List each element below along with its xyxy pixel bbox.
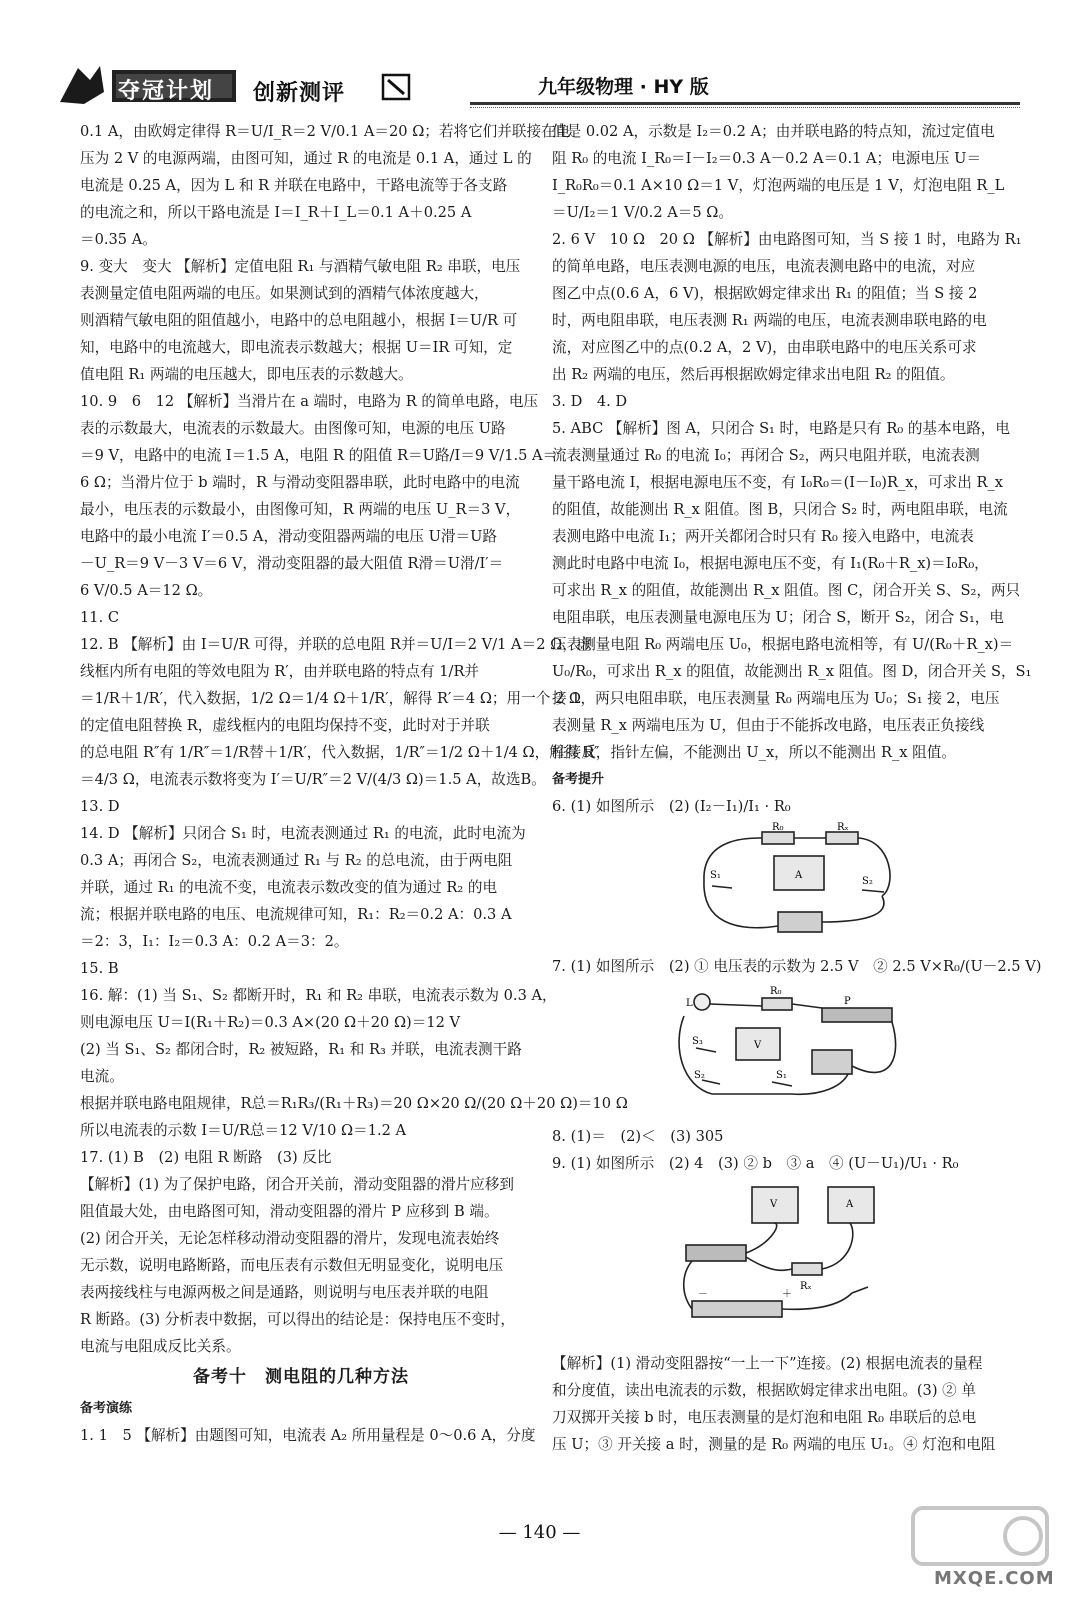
answer-line: 【解析】(1) 滑动变阻器按“一上一下”连接。(2) 根据电流表的量程 bbox=[552, 1355, 983, 1372]
fig6-label: Rₓ bbox=[837, 822, 849, 833]
fig7-label: R₀ bbox=[770, 986, 782, 997]
answer-line: 表两接线柱与电源两极之间是通路，则说明与电压表并联的电阻 bbox=[80, 1284, 489, 1301]
answer-line: 并联，通过 R₁ 的电流不变，电流表示数改变的值为通过 R₂ 的电 bbox=[80, 879, 498, 896]
answer-line: ＝0.35 A。 bbox=[80, 231, 157, 248]
answer-line: 流；根据并联电路的电压、电流规律可知，R₁：R₂＝0.2 A：0.3 A bbox=[80, 906, 512, 923]
answer-line: 和分度值，读出电流表的示数，根据欧姆定律求出电阻。(3) ② 单 bbox=[552, 1382, 976, 1399]
answer-line: 所以电流表的示数 I＝U/R总＝12 V/10 Ω＝1.2 A bbox=[80, 1122, 407, 1139]
page-header bbox=[60, 60, 1020, 108]
answer-line: 1. 1 5 【解析】由题图可知，电流表 A₂ 所用量程是 0～0.6 A，分度 bbox=[80, 1427, 536, 1444]
circuit-figure-9 bbox=[682, 1183, 892, 1333]
section-title: 备考十 测电阻的几种方法 bbox=[193, 1367, 409, 1387]
answer-line: 流表测量通过 R₀ 的电流 I₀；再闭合 S₂，两只电阻并联，电流表测 bbox=[552, 447, 980, 464]
answer-line: 测此时电路中电流 I₀，根据电源电压不变，有 I₁(R₀＋R_x)＝I₀R₀， bbox=[552, 555, 989, 572]
answer-line: 量干路电流 I，根据电源电压不变，有 I₀R₀＝(I－I₀)R_x，可求出 R_x bbox=[552, 474, 1003, 491]
fig7-label: S₁ bbox=[776, 1070, 787, 1081]
answer-q8: 8. (1)＝ (2)＜ (3) 305 bbox=[552, 1128, 724, 1145]
answer-line: 最小，电压表的示数最小，由图像可知，R 两端的电压 U_R＝3 V， bbox=[80, 501, 521, 518]
answer-line: 电路中的最小电流 I′＝0.5 A，滑动变阻器两端的电压 U滑＝U路 bbox=[80, 528, 497, 545]
fig7-label: P bbox=[844, 996, 851, 1007]
answer-line: 线框内所有电阻的等效电阻为 R′，由并联电路的特点有 1/R并 bbox=[80, 663, 480, 680]
header-rule bbox=[470, 102, 1020, 105]
answer-line: 【解析】(1) 为了保护电路，闭合开关前，滑动变阻器的滑片应移到 bbox=[80, 1176, 514, 1193]
answer-q6: 6. (1) 如图所示 (2) (I₂－I₁)/I₁ · R₀ bbox=[552, 798, 791, 815]
answer-line: 6 V/0.5 A＝12 Ω。 bbox=[80, 582, 213, 599]
answer-line: 11. C bbox=[80, 609, 120, 626]
fig9-label: ＋ bbox=[782, 1289, 792, 1300]
answer-line: 柱接反，指针左偏，不能测出 U_x，所以不能测出 R_x 阻值。 bbox=[552, 744, 956, 761]
right-answers-tail bbox=[552, 1350, 996, 1458]
answer-line: 无示数，说明电路断路，而电压表有示数但无明显变化，说明电压 bbox=[80, 1257, 504, 1274]
answer-line: 表测电路中电流 I₁；两开关都闭合时只有 R₀ 接入电路中，电流表 bbox=[552, 528, 974, 545]
answer-line: 可求出 R_x 的阻值，故能测出 R_x 阻值。图 C，闭合开关 S、S₂，两只 bbox=[552, 582, 1021, 599]
answer-line: 刀双掷开关接 b 时，电压表测量的是灯泡和电阻 R₀ 串联后的总电 bbox=[552, 1409, 977, 1426]
fig9-label: － bbox=[698, 1289, 708, 1300]
answer-line: 16. 解：(1) 当 S₁、S₂ 都断开时，R₁ 和 R₂ 串联，电流表示数为 0.3 A， bbox=[80, 987, 557, 1004]
answer-line: 表测量定值电阻两端的电压。如果测试到的酒精气体浓度越大， bbox=[80, 285, 489, 302]
answer-line: 流，对应图乙中的点(0.2 A，2 V)，由串联电路中的电压关系可求 bbox=[552, 339, 977, 356]
answer-line: 知，电路中的电流越大，即电流表示数越大；根据 U＝IR 可知，定 bbox=[80, 339, 513, 356]
answer-line: U₀/R₀，可求出 R_x 的阻值，故能测出 R_x 阻值。图 D，闭合开关 S，S₁ bbox=[552, 663, 1032, 680]
fig6-label: S₁ bbox=[710, 870, 721, 881]
answer-line: ＝2：3，I₁：I₂＝0.3 A：0.2 A＝3：2。 bbox=[80, 933, 349, 950]
answer-line: 时，两电阻串联，电压表测 R₁ 两端的电压，电流表测串联电路的电 bbox=[552, 312, 987, 329]
right-answers bbox=[552, 118, 1032, 766]
answer-line: 6 Ω；当滑片位于 b 端时，R 与滑动变阻器串联，此时电路中的电流 bbox=[80, 474, 520, 491]
answer-line: 阻值最大处，由电路图可知，滑动变阻器的滑片 P 应移到 B 端。 bbox=[80, 1203, 499, 1220]
answer-line: 13. D bbox=[80, 798, 120, 815]
answer-line: ＝1/R＋1/R′，代入数据，1/2 Ω＝1/4 Ω＋1/R′，解得 R′＝4 Ω；用一个 2 Ω bbox=[80, 690, 581, 707]
answer-line: 值是 0.02 A，示数是 I₂＝0.2 A；由并联电路的特点知，流过定值电 bbox=[552, 123, 995, 140]
answer-line: 值电阻 R₁ 两端的电压越大，即电压表的示数越大。 bbox=[80, 366, 413, 383]
answer-line: I_R₀R₀＝0.1 A×10 Ω＝1 V，灯泡两端的电压是 1 V，灯泡电阻 R_L bbox=[552, 177, 1005, 194]
fig7-label: S₃ bbox=[692, 1036, 703, 1047]
answer-line: 出 R₂ 两端的电压，然后再根据欧姆定律求出电阻 R₂ 的阻值。 bbox=[552, 366, 955, 383]
answer-line: 14. D 【解析】只闭合 S₁ 时，电流表测通过 R₁ 的电流，此时电流为 bbox=[80, 825, 526, 842]
answer-line: 电阻串联，电压表测量电源电压为 U；闭合 S，断开 S₂，闭合 S₁，电 bbox=[552, 609, 1004, 626]
fig6-label: A bbox=[795, 870, 803, 881]
answer-line: 的总电阻 R″有 1/R″＝1/R替＋1/R′，代入数据，1/R″＝1/2 Ω＋1/4 Ω，解得 R″ bbox=[80, 744, 600, 761]
answer-line: 的定值电阻替换 R，虚线框内的电阻均保持不变，此时对于并联 bbox=[80, 717, 490, 734]
header-rule-dotted bbox=[470, 107, 1020, 108]
answer-line: 0.3 A；再闭合 S₂，电流表测通过 R₁ 与 R₂ 的总电流，由于两电阻 bbox=[80, 852, 513, 869]
circuit-figure-7 bbox=[672, 986, 902, 1106]
answer-line: 9. 变大 变大 【解析】定值电阻 R₁ 与酒精气敏电阻 R₂ 串联，电压 bbox=[80, 258, 521, 275]
subject-label: 九年级物理 · HY 版 bbox=[538, 76, 709, 98]
answer-q7: 7. (1) 如图所示 (2) ① 电压表的示数为 2.5 V ② 2.5 V×R₀/(U－2.5 V) bbox=[552, 958, 1042, 975]
subsection-improve: 备考提升 bbox=[552, 772, 605, 787]
answer-line: 3. D 4. D bbox=[552, 393, 628, 410]
circuit-figure-6 bbox=[692, 822, 902, 936]
answer-line: 电流是 0.25 A，因为 L 和 R 并联在电路中，干路电流等于各支路 bbox=[80, 177, 508, 194]
page-number: — 140 — bbox=[498, 1522, 581, 1543]
fig9-label: V bbox=[770, 1199, 778, 1210]
answer-line: 的阻值，故能测出 R_x 阻值。图 B，只闭合 S₂ 时，两电阻串联，电流 bbox=[552, 501, 1008, 518]
answer-line: 的电流之和，所以干路电流是 I＝I_R＋I_L＝0.1 A＋0.25 A bbox=[80, 204, 472, 221]
answer-line: 阻 R₀ 的电流 I_R₀＝I－I₂＝0.3 A－0.2 A＝0.1 A；电源电压 U＝ bbox=[552, 150, 982, 167]
answer-line: (2) 闭合开关，无论怎样移动滑动变阻器的滑片，发现电流表始终 bbox=[80, 1230, 500, 1247]
answer-line: ＝4/3 Ω，电流表示数将变为 I′＝U/R″＝2 V/(4/3 Ω)＝1.5 A，故选B。 bbox=[80, 771, 546, 788]
fig7-label: V bbox=[754, 1040, 762, 1051]
answer-line: 表的示数最大，电流表的示数最大。由图像可知，电源的电压 U路 bbox=[80, 420, 506, 437]
pen-square-icon bbox=[382, 74, 410, 100]
answer-line: 表测量 R_x 两端电压为 U，但由于不能拆改电路，电压表正负接线 bbox=[552, 717, 985, 734]
fig7-label: S₂ bbox=[694, 1070, 705, 1081]
answer-line: ＝9 V，电路中的电流 I＝1.5 A，电阻 R 的阻值 R＝U路/I＝9 V/1.5 A＝ bbox=[80, 447, 558, 464]
fig9-label: Rₓ bbox=[800, 1281, 812, 1292]
answer-line: 5. ABC 【解析】图 A，只闭合 S₁ 时，电路是只有 R₀ 的基本电路，电 bbox=[552, 420, 1010, 437]
answer-line: 压 U；③ 开关接 a 时，测量的是 R₀ 两端的电压 U₁。④ 灯泡和电阻 bbox=[552, 1436, 996, 1453]
answer-line: 接 1，两只电阻串联，电压表测量 R₀ 两端电压为 U₀；S₁ 接 2，电压 bbox=[552, 690, 1000, 707]
answer-line: R 断路。(3) 分析表中数据，可以得出的结论是：保持电压不变时， bbox=[80, 1311, 515, 1328]
right-column bbox=[552, 118, 1042, 1458]
answer-line: －U_R＝9 V－3 V＝6 V，滑动变阻器的最大阻值 R滑＝U滑/I′＝ bbox=[80, 555, 504, 572]
answer-line: 电流与电阻成反比关系。 bbox=[80, 1338, 241, 1355]
answer-q9: 9. (1) 如图所示 (2) 4 (3) ② b ③ a ④ (U－U₁)/U₁ · R₀ bbox=[552, 1155, 959, 1172]
fig9-label: A bbox=[846, 1199, 854, 1210]
logo-text: 夺冠计划 bbox=[118, 79, 215, 104]
answer-line: (2) 当 S₁、S₂ 都闭合时，R₂ 被短路，R₁ 和 R₃ 并联，电流表测干路 bbox=[80, 1041, 522, 1058]
answer-line: ＝U/I₂＝1 V/0.2 A＝5 Ω。 bbox=[552, 204, 733, 221]
answer-line: 压为 2 V 的电源两端，由图可知，通过 R 的电流是 0.1 A，通过 L 的 bbox=[80, 150, 532, 167]
answer-line: 2. 6 V 10 Ω 20 Ω 【解析】由电路图可知，当 S 接 1 时，电路为 R₁ bbox=[552, 231, 1022, 248]
watermark-text: MXQE.COM bbox=[934, 1568, 1055, 1589]
answer-line: 则电源电压 U＝I(R₁＋R₂)＝0.3 A×(20 Ω＋20 Ω)＝12 V bbox=[80, 1014, 461, 1031]
subsection-practice: 备考演练 bbox=[80, 1401, 133, 1416]
answer-line: 15. B bbox=[80, 960, 119, 977]
answer-line: 压表测量电阻 R₀ 两端电压 U₀，根据电路电流相等，有 U/(R₀＋R_x)＝ bbox=[552, 636, 1014, 653]
answer-line: 的简单电路，电压表测电源的电压，电流表测电路中的电流，对应 bbox=[552, 258, 976, 275]
answer-line: 0.1 A，由欧姆定律得 R＝U/I_R＝2 V/0.1 A＝20 Ω；若将它们并联接在电 bbox=[80, 123, 571, 140]
fig6-label: S₂ bbox=[862, 876, 873, 887]
answer-line: 根据并联电路电阻规律，R总＝R₁R₃/(R₁＋R₃)＝20 Ω×20 Ω/(20 Ω＋20 Ω)＝10 Ω bbox=[80, 1095, 628, 1112]
series-title: 创新测评 bbox=[253, 81, 346, 106]
answer-line: 电流。 bbox=[80, 1068, 124, 1085]
fig6-label: R₀ bbox=[772, 822, 784, 833]
answer-line: 17. (1) B (2) 电阻 R 断路 (3) 反比 bbox=[80, 1149, 332, 1166]
answer-line: 图乙中点(0.6 A，6 V)，根据欧姆定律求出 R₁ 的阻值；当 S 接 2 bbox=[552, 285, 978, 302]
fig7-label: L bbox=[686, 998, 693, 1009]
answer-line: 12. B 【解析】由 I＝U/R 可得，并联的总电阻 R并＝U/I＝2 V/1 A＝2 Ω，虚 bbox=[80, 636, 592, 653]
answer-line: 则酒精气敏电阻的阻值越小，电路中的总电阻越小，根据 I＝U/R 可 bbox=[80, 312, 518, 329]
answer-line: 10. 9 6 12 【解析】当滑片在 a 端时，电路为 R 的简单电路，电压 bbox=[80, 393, 539, 410]
